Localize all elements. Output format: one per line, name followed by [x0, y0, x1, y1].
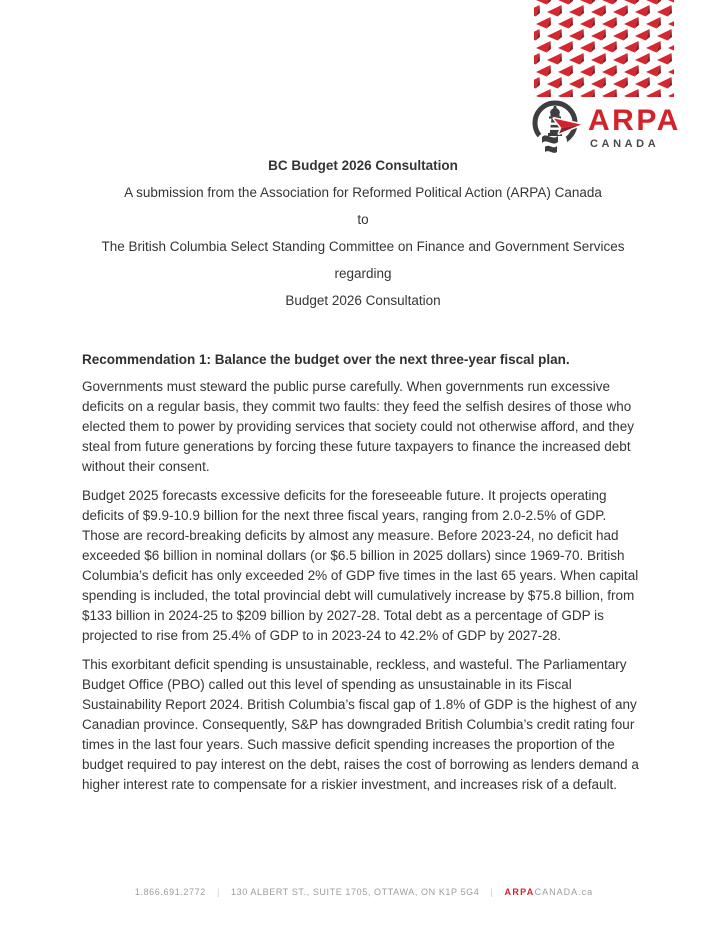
footer-separator: |: [490, 887, 494, 897]
footer-website-rest: CANADA.ca: [534, 887, 594, 897]
footer-separator: |: [216, 887, 220, 897]
title-line-regarding: regarding: [334, 266, 392, 281]
wordmark-canada: CANADA: [590, 138, 660, 150]
title-block: [82, 152, 644, 314]
paragraph: Governments must steward the public purse carefully. When governments run excessive deficits on a regular basis, they commit two faults: they feed the selfish desires of those who elected them to power by providing services that society could not otherwise afford, and they steal from future generations by forcing these future taxpayers to finance the increased debt without their consent.: [82, 379, 635, 474]
footer-website-brand: ARPA: [504, 887, 535, 897]
title-line-submission: A submission from the Association for Reformed Political Action (ARPA) Canada: [124, 185, 602, 200]
page-footer: [0, 887, 728, 897]
title-line-to: to: [357, 212, 369, 227]
document-title: BC Budget 2026 Consultation: [268, 158, 458, 173]
title-line-committee: The British Columbia Select Standing Committee on Finance and Government Services: [101, 239, 625, 254]
document-content: [82, 0, 644, 795]
wordmark-arpa: ARPA: [588, 104, 681, 137]
paragraph: This exorbitant deficit spending is unsustainable, reckless, and wasteful. The Parliamentary Budget Office (PBO) called out this level of spending as unsustainable in its Fiscal Sustainability Report 2024. British Columbia’s fiscal gap of 1.8% of GDP is the highest of any Canadian province. Consequently, S&P has downgraded British Columbia’s credit rating four times in the last four years. Such massive deficit spending increases the proportion of the budget required to pay interest on the debt, raises the cost of borrowing as lenders demand a higher interest rate to compensate for a riskier investment, and increases risk of a default.: [82, 657, 639, 792]
recommendation-heading: Recommendation 1: Balance the budget over the next three-year fiscal plan.: [82, 352, 570, 367]
footer-phone: 1.866.691.2772: [134, 887, 206, 897]
title-line-budget: Budget 2026 Consultation: [285, 293, 441, 308]
footer-address: 130 ALBERT ST., SUITE 1705, OTTAWA, ON K1P 5G4: [231, 887, 480, 897]
paragraph: Budget 2025 forecasts excessive deficits for the foreseeable future. It projects operating deficits of $9.9-10.9 billion for the next three fiscal years, ranging from 2.0-2.5% of GDP. Those are record-breaking deficits by almost any measure. Before 2023-24, no deficit had exceeded $6 billion in nominal dollars (or $6.5 billion in 2025 dollars) since 1969-70. British Columbia’s deficit has only exceeded 2% of GDP five times in the last 65 years. When capital spending is included, the total provincial debt will cumulatively increase by $75.8 billion, from $133 billion in 2024-25 to $209 billion by 2027-28. Total debt as a percentage of GDP is projected to rise from 25.4% of GDP to in 2023-24 to 42.2% of GDP by 2027-28.: [82, 488, 639, 643]
